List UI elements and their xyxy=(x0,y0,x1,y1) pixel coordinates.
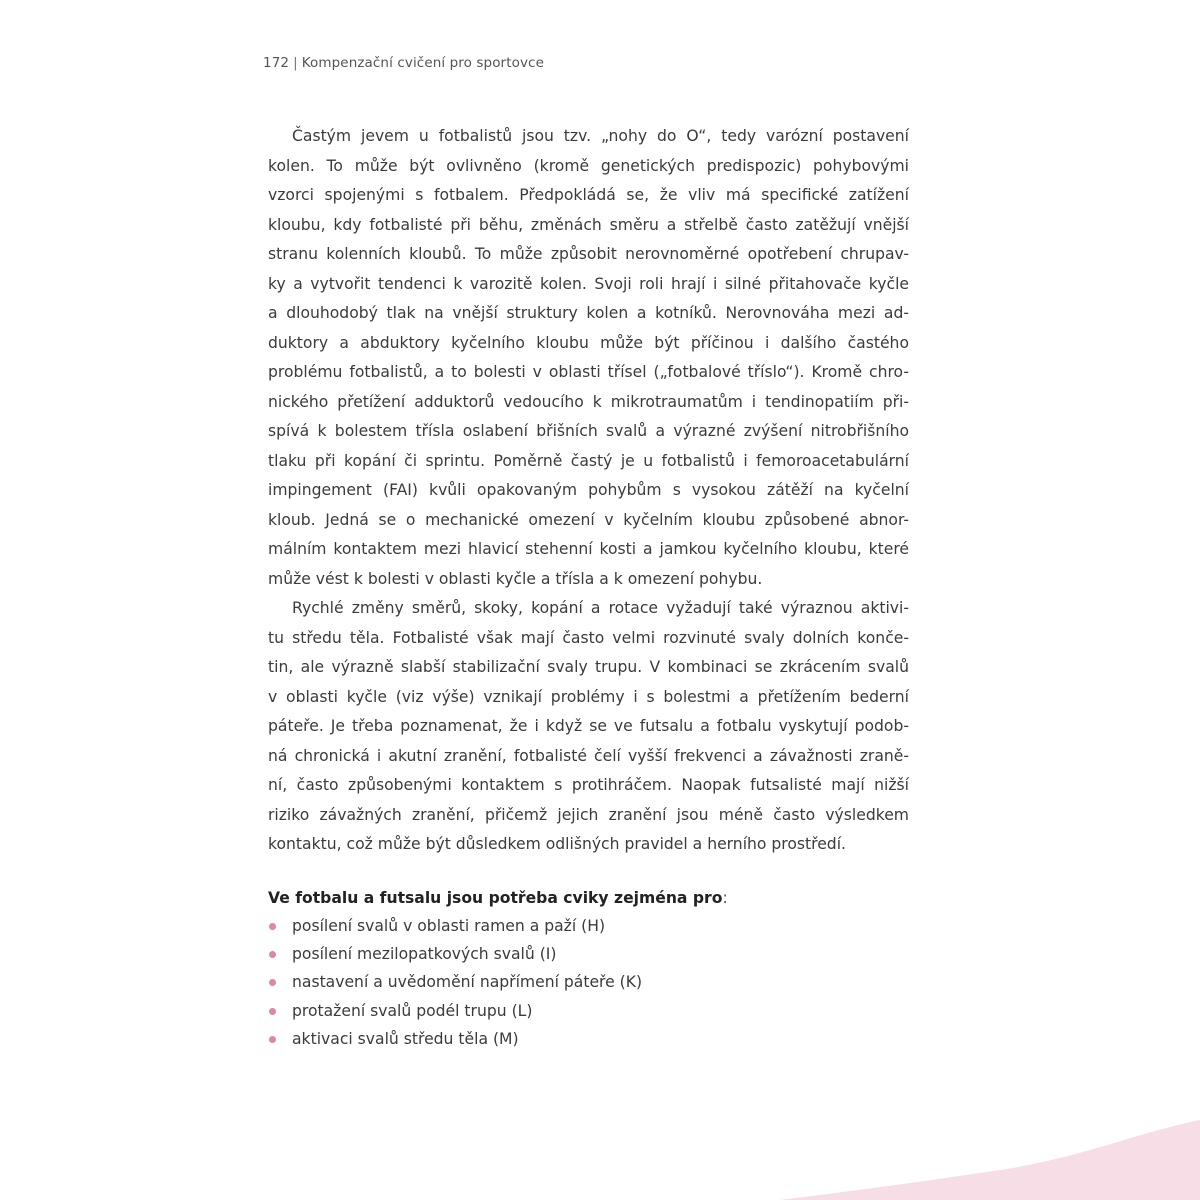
paragraph-2 xyxy=(268,594,909,860)
list-item xyxy=(268,968,909,996)
paragraph-1-line: kloubu, kdy fotbalisté při běhu, změnách směru a střelbě často zatěžují vnější xyxy=(268,215,909,234)
paragraph-1-line: stranu kolenních kloubů. To může způsobit nerovnoměrné opotřebení chrupav- xyxy=(268,245,909,263)
paragraph-1-line: málním kontaktem mezi hlavicí stehenní kosti a jamkou kyčelního kloubu, které xyxy=(268,540,909,558)
list-item-text: posílení mezilopatkových svalů (I) xyxy=(292,945,557,964)
paragraph-2-line: kontaktu, což může být důsledkem odlišných pravidel a herního prostředí. xyxy=(268,835,846,853)
paragraph-2-line: ní, často způsobenými kontaktem s protihráčem. Naopak futsalisté mají nižší xyxy=(268,776,909,794)
list-item-text: posílení svalů v oblasti ramen a paží (H) xyxy=(292,917,606,935)
decorative-pink-swoosh xyxy=(780,1120,1200,1200)
bullet-dot-icon xyxy=(269,1036,276,1043)
paragraph-1-line: kolen. To může být ovlivněno (kromě genetických predispozic) pohybovými xyxy=(268,156,909,175)
paragraph-2-line: Rychlé změny směrů, skoky, kopání a rotace vyžadují také výraznou aktivi- xyxy=(292,599,909,617)
header-separator: | xyxy=(293,55,298,71)
list-heading xyxy=(268,884,909,912)
paragraph-1-line: nického přetížení adduktorů vedoucího k mikrotraumatům i tendinopatiím při- xyxy=(268,392,909,411)
paragraph-1-line: a dlouhodobý tlak na vnější struktury kolen a kotníků. Nerovnováha mezi ad- xyxy=(268,304,909,322)
paragraph-1-line: tlaku při kopání či sprintu. Poměrně častý je u fotbalistů i femoroacetabulární xyxy=(268,451,909,470)
paragraph-2-line: v oblasti kyčle (viz výše) vznikají problémy i s bolestmi a přetížením bederní xyxy=(268,687,909,706)
page-number: 172 xyxy=(263,55,290,71)
list-item xyxy=(268,912,909,940)
body-text xyxy=(268,122,909,860)
paragraph-2-line: tin, ale výrazně slabší stabilizační svaly trupu. V kombinaci se zkrácením svalů xyxy=(268,658,909,676)
running-header xyxy=(263,55,544,71)
list-heading-text: Ve fotbalu a futsalu jsou potřeba cviky zejména pro xyxy=(268,889,723,907)
exercise-list xyxy=(268,912,909,1053)
paragraph-1-line: Častým jevem u fotbalistů jsou tzv. „nohy do O“, tedy varózní postavení xyxy=(292,127,909,145)
paragraph-1-line: spívá k bolestem třísla oslabení břišních svalů a výrazné zvýšení nitrobřišního xyxy=(268,422,909,440)
paragraph-1-line: vzorci spojenými s fotbalem. Předpokládá se, že vliv má specifické zatížení xyxy=(268,186,909,204)
paragraph-1-line: kloub. Jedná se o mechanické omezení v kyčelním kloubu způsobené abnor- xyxy=(268,510,909,529)
paragraph-1-line: může vést k bolesti v oblasti kyčle a třísla a k omezení pohybu. xyxy=(268,569,763,588)
list-item xyxy=(268,940,909,968)
paragraph-2-line: páteře. Je třeba poznamenat, že i když se ve futsalu a fotbalu vyskytují podob- xyxy=(268,717,909,735)
list-item-text: protažení svalů podél trupu (L) xyxy=(292,1001,533,1020)
paragraph-1-line: ky a vytvořit tendenci k varozitě kolen. Svoji roli hrají i silné přitahovače kyčle xyxy=(268,274,909,293)
list-item-text: aktivaci svalů středu těla (M) xyxy=(292,1029,519,1048)
paragraph-2-line: riziko závažných zranění, přičemž jejich zranění jsou méně často výsledkem xyxy=(268,805,909,824)
list-item xyxy=(268,997,909,1025)
bullet-dot-icon xyxy=(269,1008,276,1015)
paragraph-2-line: tu středu těla. Fotbalisté však mají často velmi rozvinuté svaly dolních konče- xyxy=(268,628,909,647)
bullet-dot-icon xyxy=(269,979,276,986)
exercise-list-section xyxy=(268,884,909,1053)
paragraph-1 xyxy=(268,122,909,594)
paragraph-2-line: ná chronická i akutní zranění, fotbalisté čelí vyšší frekvenci a závažnosti zraně- xyxy=(268,746,909,765)
list-heading-colon: : xyxy=(722,889,728,907)
paragraph-1-line: duktory a abduktory kyčelního kloubu může být příčinou i dalšího častého xyxy=(268,333,909,352)
bullet-dot-icon xyxy=(269,923,276,930)
list-item xyxy=(268,1025,909,1053)
book-title: Kompenzační cvičení pro sportovce xyxy=(301,55,544,71)
paragraph-1-line: problému fotbalistů, a to bolesti v oblasti třísel („fotbalové tříslo“). Kromě chro- xyxy=(268,363,909,381)
bullet-dot-icon xyxy=(269,951,276,958)
list-item-text: nastavení a uvědomění napřímení páteře (K) xyxy=(292,973,643,992)
paragraph-1-line: impingement (FAI) kvůli opakovaným pohybům s vysokou zátěží na kyčelní xyxy=(268,481,909,499)
